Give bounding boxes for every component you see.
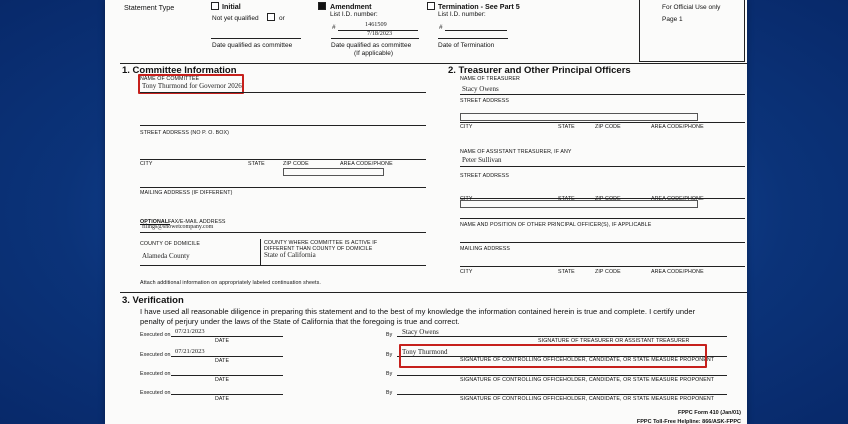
row1-date-label: DATE — [215, 338, 230, 344]
asst-state-label: STATE — [558, 196, 575, 202]
official-use-box — [639, 0, 745, 62]
email-line — [140, 232, 426, 233]
state-label: STATE — [248, 161, 265, 167]
amendment-label: Amendment — [330, 2, 372, 11]
row3-date-line — [171, 375, 283, 376]
not-yet-qualified-checkbox[interactable] — [267, 13, 275, 21]
row1-date-value: 07/21/2023 — [175, 328, 205, 335]
row2-date-line — [171, 356, 283, 357]
committee-name-line — [140, 92, 426, 93]
date-qualified-label: Date qualified as committee — [212, 42, 293, 49]
asst-treasurer-value: Peter Sullivan — [462, 156, 502, 164]
termination-checkbox[interactable] — [427, 2, 435, 10]
asst-city-label: CITY — [460, 196, 473, 202]
officer-area-code-label: AREA CODE/PHONE — [651, 269, 704, 275]
amendment-checkbox[interactable] — [318, 2, 326, 10]
committee-name-value: Tony Thurmond for Governor 2026 — [142, 82, 242, 90]
form-410-document — [105, 0, 747, 424]
initial-checkbox[interactable] — [211, 2, 219, 10]
row3-sig-line — [397, 375, 727, 376]
termination-id-line — [445, 30, 507, 31]
officer-label: NAME AND POSITION OF OTHER PRINCIPAL OFFICER(S), IF APPLICABLE — [460, 222, 652, 228]
fax-email-label: FAX/E-MAIL ADDRESS — [168, 219, 226, 225]
amendment-if-applicable: (If applicable) — [354, 50, 394, 57]
termination-date-label: Date of Termination — [438, 42, 495, 49]
treasurer-street-field[interactable] — [460, 113, 698, 121]
mailing-label: MAILING ADDRESS (IF DIFFERENT) — [140, 190, 233, 196]
helpline: FPPC Toll-Free Helpline: 866/ASK-FPPC — [636, 419, 741, 424]
amendment-id-value: 1461509 — [365, 21, 387, 28]
row1-signer: Stacy Owens — [402, 328, 439, 336]
county-active-label: COUNTY WHERE COMMITTEE IS ACTIVE IF DIFFERENT THAN COUNTY OF DOMICILE — [264, 240, 378, 252]
county-value: Alameda County — [142, 252, 190, 260]
row4-executed-on: Executed on — [140, 390, 171, 396]
county-label: COUNTY OF DOMICILE — [140, 241, 200, 247]
row4-date-label: DATE — [215, 396, 230, 402]
row4-sig-label: SIGNATURE OF CONTROLLING OFFICEHOLDER, CANDIDATE, OR STATE MEASURE PROPONENT — [460, 396, 715, 402]
optional-label: OPTIONAL: — [140, 219, 171, 225]
email-value: filings@snowetcompany.com — [142, 224, 214, 230]
street-address-line — [140, 125, 426, 126]
amendment-hash: # — [332, 24, 336, 31]
section1-heading: 1. Committee Information — [122, 65, 237, 76]
termination-date-line — [438, 38, 508, 39]
row4-date-line — [171, 394, 283, 395]
section1-top-rule — [120, 63, 747, 64]
officer-state-label: STATE — [558, 269, 575, 275]
verification-text-line1: I have used all reasonable diligence in preparing this statement and to the best of my knowledge the information contained herein is true and complete. I certify under — [140, 307, 696, 316]
row1-executed-on: Executed on — [140, 332, 171, 338]
or-label: or — [279, 15, 285, 22]
amendment-list-id-label: List I.D. number: — [330, 11, 378, 18]
treasurer-zip-label: ZIP CODE — [595, 124, 621, 130]
termination-hash: # — [439, 24, 443, 31]
not-yet-qualified-label: Not yet qualified — [212, 15, 259, 22]
row2-date-value: 07/21/2023 — [175, 348, 205, 355]
amendment-date-line — [331, 38, 419, 39]
termination-list-id-label: List I.D. number: — [438, 11, 486, 18]
amendment-date-label: Date qualified as committee — [331, 42, 412, 49]
asst-zip-label: ZIP CODE — [595, 196, 621, 202]
row2-date-label: DATE — [215, 358, 230, 364]
row4-sig-line — [397, 394, 727, 395]
section2-heading: 2. Treasurer and Other Principal Officers — [448, 65, 631, 76]
form-id: FPPC Form 410 (Jan/01) — [678, 410, 741, 416]
treasurer-area-code-label: AREA CODE/PHONE — [651, 124, 704, 130]
row3-by-label: By — [386, 371, 393, 377]
asst-treasurer-label: NAME OF ASSISTANT TREASURER, IF ANY — [460, 149, 572, 155]
officer-line — [460, 218, 745, 219]
city-state-field[interactable] — [283, 168, 384, 176]
officer-zip-label: ZIP CODE — [595, 269, 621, 275]
county-line — [140, 265, 426, 266]
county-divider — [260, 239, 261, 265]
officer-mailing-label: MAILING ADDRESS — [460, 246, 511, 252]
row1-sig-line — [397, 336, 727, 337]
signer-highlight — [399, 344, 707, 368]
officer-city-label: CITY — [460, 269, 473, 275]
row2-by-label: By — [386, 352, 393, 358]
officer-city-line — [460, 266, 745, 267]
city-label: CITY — [140, 161, 153, 167]
section3-top-rule — [120, 292, 747, 293]
treasurer-city-label: CITY — [460, 124, 473, 130]
row1-by-label: By — [386, 332, 393, 338]
attach-note: Attach additional information on appropriately labeled continuation sheets. — [140, 280, 321, 286]
asst-area-code-label: AREA CODE/PHONE — [651, 196, 704, 202]
treasurer-value: Stacy Owens — [462, 85, 499, 93]
committee-name-highlight — [138, 74, 244, 94]
row3-date-label: DATE — [215, 377, 230, 383]
committee-name-label: NAME OF COMMITTEE — [140, 76, 200, 82]
date-qualified-line — [211, 38, 301, 39]
amendment-date-value: 7/18/2023 — [367, 30, 393, 37]
asst-treasurer-line — [460, 166, 745, 167]
zip-label: ZIP CODE — [283, 161, 309, 167]
treasurer-line — [460, 94, 745, 95]
mailing-line — [140, 187, 426, 188]
initial-label: Initial — [222, 2, 241, 11]
city-line — [140, 159, 426, 160]
page-number: Page 1 — [662, 16, 683, 23]
treasurer-state-label: STATE — [558, 124, 575, 130]
treasurer-label: NAME OF TREASURER — [460, 76, 520, 82]
row2-sig-label: SIGNATURE OF CONTROLLING OFFICEHOLDER, CANDIDATE, OR STATE MEASURE PROPONENT — [460, 357, 715, 363]
officer-mailing-line — [460, 242, 745, 243]
official-use-label: For Official Use only — [662, 4, 721, 11]
treasurer-street-label: STREET ADDRESS — [460, 98, 509, 104]
row1-sig-label: SIGNATURE OF TREASURER OR ASSISTANT TREASURER — [538, 338, 690, 344]
termination-label: Termination - See Part 5 — [438, 2, 520, 11]
asst-street-label: STREET ADDRESS — [460, 173, 509, 179]
street-address-label: STREET ADDRESS (NO P. O. BOX) — [140, 130, 229, 136]
section3-heading: 3. Verification — [122, 295, 184, 306]
row2-executed-on: Executed on — [140, 352, 171, 358]
row3-executed-on: Executed on — [140, 371, 171, 377]
area-code-label: AREA CODE/PHONE — [340, 161, 393, 167]
row4-by-label: By — [386, 390, 393, 396]
verification-text-line2: penalty of perjury under the laws of the State of California that the foregoing is true and correct. — [140, 317, 460, 326]
row2-signer: Tony Thurmond — [402, 348, 448, 356]
row1-date-line — [171, 336, 283, 337]
row3-sig-label: SIGNATURE OF CONTROLLING OFFICEHOLDER, CANDIDATE, OR STATE MEASURE PROPONENT — [460, 377, 715, 383]
county-active-value: State of California — [264, 251, 316, 259]
statement-type-label: Statement Type — [124, 3, 175, 12]
treasurer-city-line — [460, 122, 745, 123]
